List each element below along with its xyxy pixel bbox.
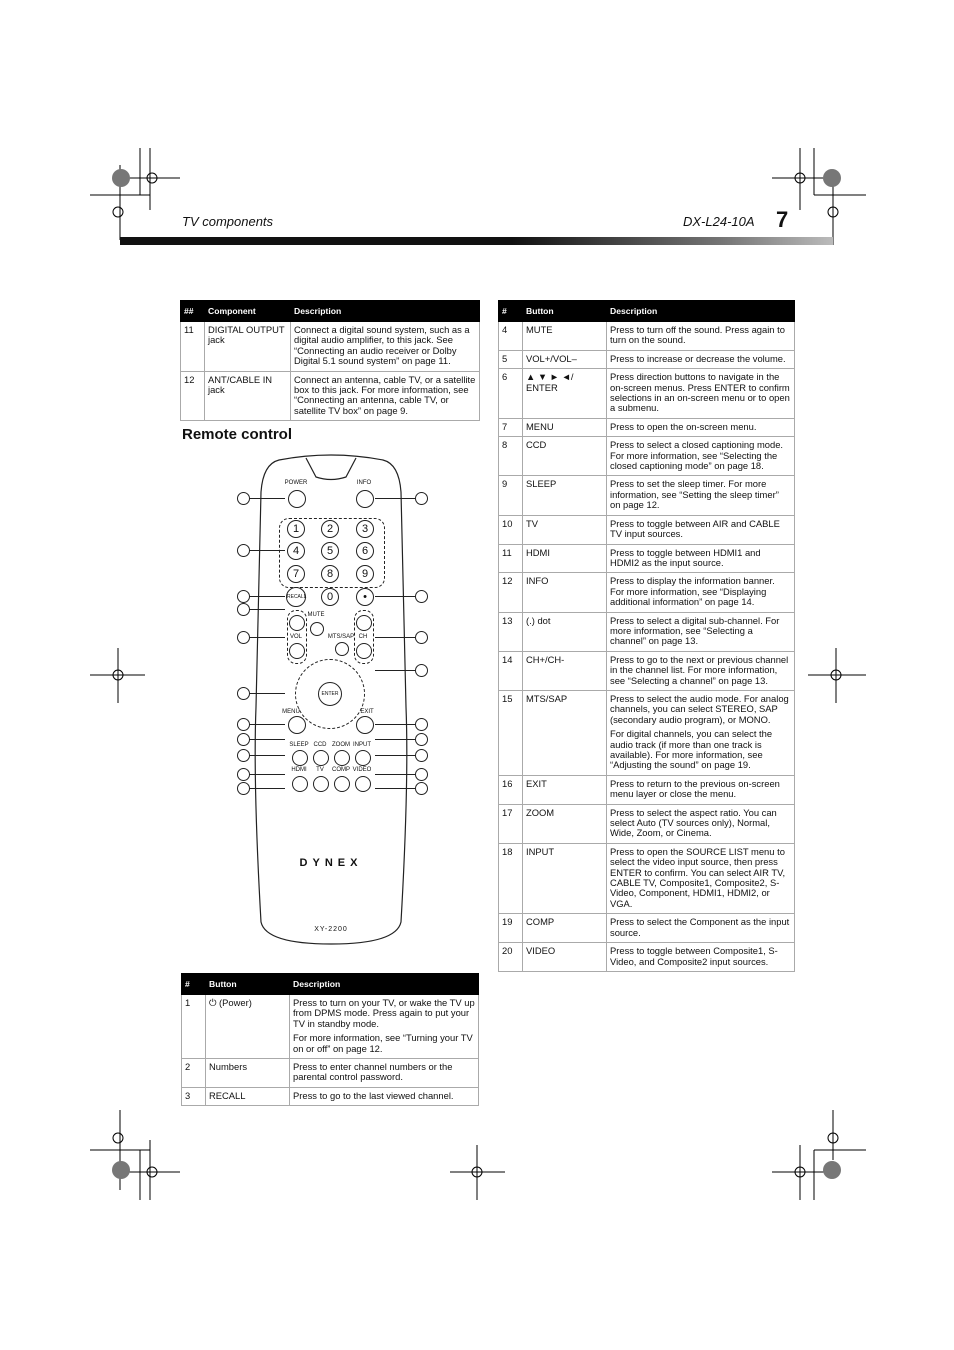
menu-button: [288, 716, 306, 734]
callout-leader: [249, 596, 285, 597]
description-paragraph: Press to select a closed captioning mode. For more information, see “Selecting the closed captioning mode” on page 18.: [610, 439, 784, 472]
number-button: 7: [287, 565, 305, 583]
remote-label-mts: MTS/SAP: [327, 634, 355, 640]
row-description: [291, 371, 480, 421]
callout-leader: [375, 498, 415, 499]
table-row: [499, 369, 795, 419]
description-paragraph: For more information, see “Turning your TV on or off” on page 12.: [293, 1032, 473, 1054]
row-description: [607, 322, 795, 351]
callout-leader: [249, 788, 285, 789]
column-header: #: [182, 974, 206, 995]
table-row: [499, 437, 795, 476]
row-description: [291, 322, 480, 372]
row-number: 11: [181, 322, 205, 372]
header-rule: [120, 237, 833, 245]
video-button: [355, 776, 371, 792]
remote-label-ch: CH: [358, 634, 368, 640]
row-number: 12: [181, 371, 205, 421]
number-button: 8: [321, 565, 339, 583]
number-button: 5: [321, 542, 339, 560]
callout-leader: [249, 637, 285, 638]
callout-leader: [249, 724, 285, 725]
description-paragraph: Press to select a digital sub-channel. For more information, see “Selecting a channel” on page 13.: [610, 614, 780, 647]
description-paragraph: Press to toggle between Composite1, S-Video, and Composite2 input sources.: [610, 945, 778, 967]
table-row: [499, 573, 795, 612]
remote-label-zoom: ZOOM: [332, 742, 350, 748]
callout-leader: [375, 788, 415, 789]
exit-button: [356, 716, 374, 734]
callout-circle: [415, 631, 428, 644]
row-item: Numbers: [206, 1059, 290, 1088]
row-item: ZOOM: [523, 804, 607, 843]
brand-logo: DYNEX: [299, 857, 363, 869]
sleep-button: [292, 750, 308, 766]
callout-leader: [375, 774, 415, 775]
description-paragraph: Press to turn on your TV, or wake the TV up from DPMS mode. Press again to put your TV in standby mode.: [293, 997, 475, 1029]
table-row: [499, 943, 795, 972]
table-row: [182, 1059, 479, 1088]
column-header: #: [499, 301, 523, 322]
remote-label-tv: TV: [316, 767, 324, 773]
table-row: [499, 651, 795, 690]
row-item: COMP: [523, 914, 607, 943]
callout-circle: [415, 733, 428, 746]
row-description: [607, 914, 795, 943]
remote-button-table-1: [181, 973, 479, 1106]
tv-button: [313, 776, 329, 792]
row-number: 8: [499, 437, 523, 476]
description-paragraph: Press to set the sleep timer. For more information, see “Setting the sleep timer” on page 12.: [610, 478, 779, 511]
row-description: [607, 943, 795, 972]
recall-button: RECALL: [286, 587, 306, 607]
row-item: INPUT: [523, 843, 607, 913]
callout-circle: [415, 782, 428, 795]
column-header: Component: [205, 301, 291, 322]
description-paragraph: Press to display the information banner. For more information, see “Displaying additional information” on page 14.: [610, 575, 775, 608]
table-row: [499, 843, 795, 913]
description-paragraph: Press to toggle between HDMI1 and HDMI2 as the input source.: [610, 546, 761, 568]
callout-leader: [375, 637, 415, 638]
row-number: 11: [499, 544, 523, 573]
header-model-number: DX-L24-10A: [683, 214, 755, 229]
row-description: [607, 515, 795, 544]
row-item: CCD: [523, 437, 607, 476]
description-paragraph: Press direction buttons to navigate in the on-screen menus. Press ENTER to confirm selections in an on-screen menu or to open a submenu.: [610, 371, 790, 414]
number-button: 6: [356, 542, 374, 560]
callout-leader: [249, 609, 285, 610]
callout-leader: [249, 550, 285, 551]
number-button: 9: [356, 565, 374, 583]
row-description: [607, 437, 795, 476]
description-paragraph: Press to open the SOURCE LIST menu to select the video input source, then press ENTER to confirm. You can select AIR TV, CABLE TV, Composite1, Composite2, S-Video, Component, HDMI1, HDMI2, or VGA.: [610, 845, 786, 909]
table-row: [182, 995, 479, 1059]
callout-circle: [415, 492, 428, 505]
row-number: 2: [182, 1059, 206, 1088]
row-description: [607, 573, 795, 612]
callout-leader: [375, 596, 415, 597]
description-paragraph: Press to return to the previous on-screen menu layer or close the menu.: [610, 777, 780, 800]
row-number: 20: [499, 943, 523, 972]
row-description: [290, 1059, 479, 1088]
row-item: ▲ ▼ ► ◄/ ENTER: [523, 369, 607, 419]
callout-leader: [249, 755, 285, 756]
mts-sap-button: [335, 642, 349, 656]
row-item: DIGITAL OUTPUT jack: [205, 322, 291, 372]
description-paragraph: Press to select the audio mode. For analog channels, you can select STEREO, SAP (secondary audio program), or MONO.: [610, 692, 789, 725]
volume-down-button: [289, 643, 305, 659]
description-paragraph: Press to open the on-screen menu.: [610, 420, 757, 432]
description-paragraph: Press to increase or decrease the volume.: [610, 352, 786, 364]
row-item: INFO: [523, 573, 607, 612]
remote-label-comp: COMP: [332, 767, 350, 773]
table-row: [499, 690, 795, 775]
number-button: •: [356, 588, 374, 606]
remote-model-label: XY-2200: [314, 926, 348, 933]
column-header: Description: [290, 974, 479, 995]
remote-label-power: POWER: [284, 480, 308, 486]
row-number: 18: [499, 843, 523, 913]
callout-leader: [249, 739, 285, 740]
remote-label-ccd: CCD: [313, 742, 327, 748]
channel-up-button: [356, 615, 372, 631]
row-item: VIDEO: [523, 943, 607, 972]
row-number: 5: [499, 350, 523, 368]
table-row: [499, 515, 795, 544]
table-row: [499, 544, 795, 573]
column-header: Button: [523, 301, 607, 322]
row-number: 19: [499, 914, 523, 943]
callout-leader: [249, 498, 285, 499]
description-paragraph: Press to select the Component as the input source.: [610, 916, 790, 938]
row-description: [607, 843, 795, 913]
volume-up-button: [289, 615, 305, 631]
row-number: 12: [499, 573, 523, 612]
callout-circle: [415, 664, 428, 677]
row-description: [607, 476, 795, 515]
callout-leader: [375, 724, 415, 725]
ccd-button: [313, 750, 329, 766]
column-header: ##: [181, 301, 205, 322]
row-number: 6: [499, 369, 523, 419]
table-row: [499, 775, 795, 804]
column-header: Description: [291, 301, 480, 322]
description-paragraph: Press to select the aspect ratio. You can select Auto (TV sources only), Normal, Wide, Zoom, or Cinema.: [610, 806, 777, 839]
row-item: ⏻ (Power): [206, 995, 290, 1059]
number-button: 2: [321, 520, 339, 538]
row-item: CH+/CH-: [523, 651, 607, 690]
row-number: 7: [499, 418, 523, 436]
description-paragraph: Connect a digital sound system, such as a digital audio amplifier, to this jack. See “Connecting an audio receiver or Dolby Digital 5.1 sound system” on page 11.: [294, 324, 470, 367]
callout-circle: [415, 749, 428, 762]
description-paragraph: Press to turn off the sound. Press again to turn on the sound.: [610, 324, 785, 346]
table-row: [499, 476, 795, 515]
power-button: [288, 490, 306, 508]
row-number: 10: [499, 515, 523, 544]
row-item: MENU: [523, 418, 607, 436]
row-number: 13: [499, 612, 523, 651]
remote-label-vol: VOL: [289, 634, 302, 640]
remote-label-menu: MENU: [282, 709, 300, 715]
row-item: (.) dot: [523, 612, 607, 651]
row-item: EXIT: [523, 775, 607, 804]
row-description: [607, 418, 795, 436]
remote-label-hdmi: HDMI: [291, 767, 307, 773]
section-heading-remote-control: Remote control: [182, 426, 293, 443]
row-item: MUTE: [523, 322, 607, 351]
row-item: SLEEP: [523, 476, 607, 515]
number-button: 0: [321, 588, 339, 606]
row-item: RECALL: [206, 1087, 290, 1105]
callout-circle: [415, 590, 428, 603]
hdmi-button: [292, 776, 308, 792]
table-row: [182, 1087, 479, 1105]
channel-down-button: [356, 643, 372, 659]
callout-leader: [375, 670, 415, 671]
table-row: [499, 612, 795, 651]
number-button: 4: [287, 542, 305, 560]
row-number: 15: [499, 690, 523, 775]
callout-leader: [375, 755, 415, 756]
description-paragraph: Press to go to the next or previous channel in the channel list. For more information, see “Selecting a channel” on page 13.: [610, 653, 789, 686]
table-row: [499, 418, 795, 436]
table-row: [499, 350, 795, 368]
comp-button: [334, 776, 350, 792]
row-item: MTS/SAP: [523, 690, 607, 775]
row-description: [290, 1087, 479, 1105]
info-button: [356, 490, 374, 508]
column-header: Description: [607, 301, 795, 322]
row-number: 9: [499, 476, 523, 515]
row-description: [607, 612, 795, 651]
row-number: 1: [182, 995, 206, 1059]
remote-label-sleep: SLEEP: [289, 742, 309, 748]
remote-label-info: INFO: [356, 480, 372, 486]
table-row: [181, 371, 480, 421]
table-row: [181, 322, 480, 372]
callout-leader: [249, 693, 285, 694]
row-description: [607, 651, 795, 690]
remote-label-exit: EXIT: [360, 709, 374, 715]
zoom-button: [334, 750, 350, 766]
callout-circle: [415, 768, 428, 781]
row-number: 4: [499, 322, 523, 351]
row-description: [607, 544, 795, 573]
row-description: [607, 775, 795, 804]
description-paragraph: Press to toggle between AIR and CABLE TV input sources.: [610, 517, 780, 540]
callout-leader: [375, 739, 415, 740]
column-header: Button: [206, 974, 290, 995]
row-number: 17: [499, 804, 523, 843]
description-paragraph: Press to enter channel numbers or the parental control password.: [293, 1061, 453, 1083]
callout-leader: [249, 774, 285, 775]
remote-label-video: VIDEO: [352, 767, 372, 773]
row-number: 3: [182, 1087, 206, 1105]
row-description: [290, 995, 479, 1059]
input-button: [355, 750, 371, 766]
description-paragraph: Press to go to the last viewed channel.: [293, 1089, 454, 1101]
header-section-title: TV components: [182, 214, 274, 229]
row-item: HDMI: [523, 544, 607, 573]
row-item: TV: [523, 515, 607, 544]
component-table: [180, 300, 480, 421]
number-button: 1: [287, 520, 305, 538]
number-button: 3: [356, 520, 374, 538]
description-paragraph: Connect an antenna, cable TV, or a satellite box to this jack. For more information, see “Connecting an antenna, cable TV, or satellite TV box” on page 9.: [294, 373, 476, 416]
row-number: 14: [499, 651, 523, 690]
description-paragraph: For digital channels, you can select the audio track (if more than one track is available). For more information, see “Adjusting the sound” on page 19.: [610, 728, 773, 771]
callout-circle: [415, 718, 428, 731]
row-item: VOL+/VOL–: [523, 350, 607, 368]
row-item: ANT/CABLE IN jack: [205, 371, 291, 421]
table-row: [499, 322, 795, 351]
table-row: [499, 804, 795, 843]
row-number: 16: [499, 775, 523, 804]
enter-button: ENTER: [318, 682, 342, 706]
row-description: [607, 804, 795, 843]
row-description: [607, 350, 795, 368]
row-description: [607, 369, 795, 419]
page-number: 7: [776, 207, 789, 232]
table-row: [499, 914, 795, 943]
row-description: [607, 690, 795, 775]
remote-label-input: INPUT: [353, 742, 371, 748]
remote-label-mute: MUTE: [307, 612, 325, 618]
remote-button-table-2: [498, 300, 795, 972]
